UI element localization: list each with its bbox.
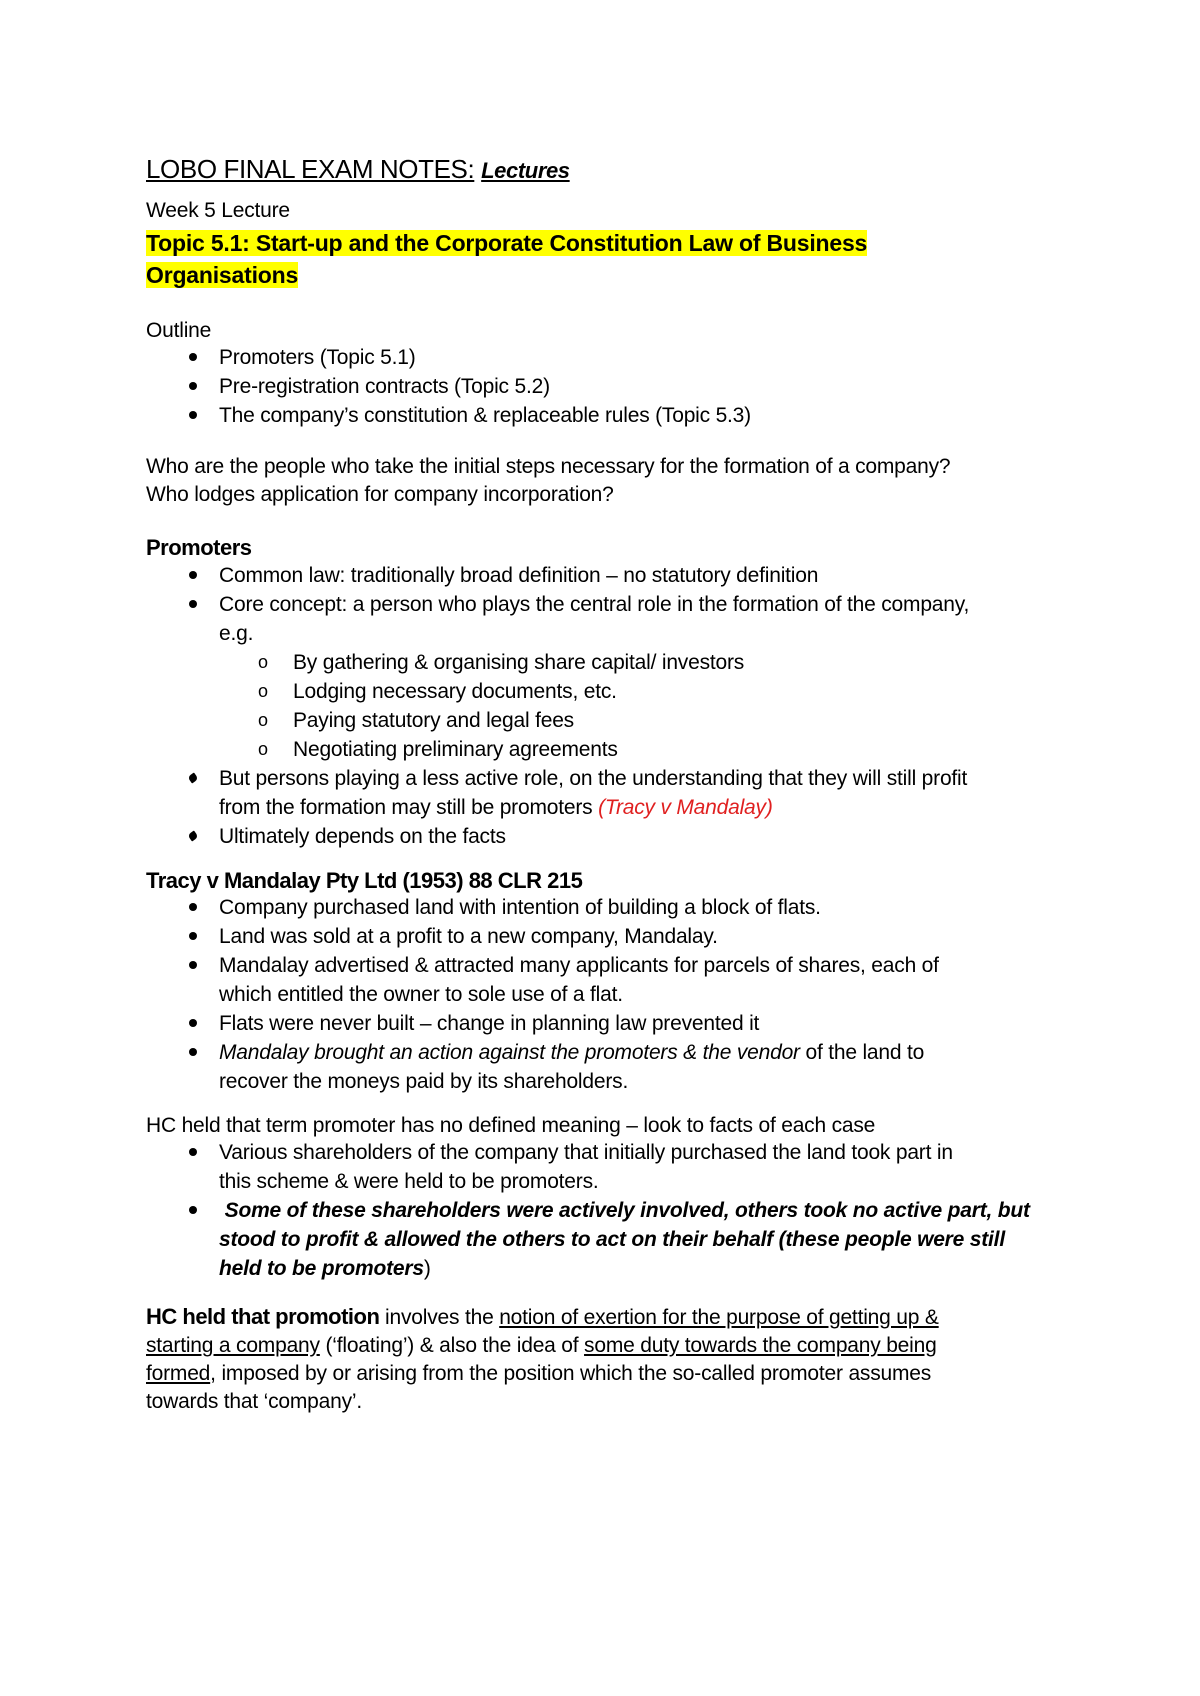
list-item: this scheme & were held to be promoters.: [219, 1170, 599, 1193]
bullet-icon: [189, 1206, 197, 1214]
bullet-icon: [189, 961, 197, 969]
promotion-line-2: starting a company (‘floating’) & also the idea of some duty towards the company being: [146, 1334, 937, 1357]
bullet-icon: [189, 1048, 197, 1056]
list-item: Land was sold at a profit to a new company, Mandalay.: [146, 922, 1076, 951]
list-item: Promoters (Topic 5.1): [146, 343, 1076, 372]
list-item: held to be promoters): [219, 1257, 431, 1280]
bullet-icon: [187, 772, 198, 783]
list-item: Core concept: a person who plays the central role in the formation of the company,: [146, 590, 1076, 619]
sub-list-item: o By gathering & organising share capital/ investors: [146, 648, 1076, 677]
bullet-icon: [189, 903, 197, 911]
topic-heading-line2: Organisations: [146, 262, 299, 288]
outline-label: Outline: [146, 319, 212, 342]
title-sub: Lectures: [481, 158, 570, 183]
list-item: which entitled the owner to sole use of a flat.: [219, 983, 623, 1006]
sub-list-item: o Lodging necessary documents, etc.: [146, 677, 1076, 706]
bullet-icon: [189, 932, 197, 940]
question-1: Who are the people who take the initial steps necessary for the formation of a company?: [146, 455, 951, 478]
bullet-icon: [187, 830, 198, 841]
promotion-line-1: HC held that promotion involves the notion of exertion for the purpose of getting up &: [146, 1304, 939, 1329]
question-2: Who lodges application for company incorporation?: [146, 483, 614, 506]
week-label: Week 5 Lecture: [146, 199, 290, 222]
bullet-icon: [189, 1148, 197, 1156]
case-reference: (Tracy v Mandalay): [598, 796, 773, 819]
circle-bullet-icon: o: [258, 710, 268, 730]
promotion-line-3: formed, imposed by or arising from the position which the so-called promoter assumes: [146, 1362, 932, 1385]
list-item: Mandalay advertised & attracted many applicants for parcels of shares, each of: [146, 951, 1076, 980]
list-item: But persons playing a less active role, on the understanding that they will still profit: [146, 764, 1076, 793]
bullet-icon: [189, 382, 197, 390]
list-item: stood to profit & allowed the others to act on their behalf (these people were still: [219, 1228, 1005, 1251]
bullet-icon: [189, 600, 197, 608]
outline-list: [146, 343, 1076, 430]
sub-list-item: o Negotiating preliminary agreements: [146, 735, 1076, 764]
document-title: [146, 152, 570, 188]
list-item: Mandalay brought an action against the promoters & the vendor of the land to: [146, 1038, 1076, 1067]
hc-held-line: HC held that term promoter has no defined meaning – look to facts of each case: [146, 1114, 876, 1137]
list-item: Common law: traditionally broad definition – no statutory definition: [146, 561, 1076, 590]
circle-bullet-icon: o: [258, 652, 268, 672]
list-item: The company’s constitution & replaceable rules (Topic 5.3): [146, 401, 1076, 430]
title-main: LOBO FINAL EXAM NOTES:: [146, 154, 475, 184]
bullet-icon: [189, 1019, 197, 1027]
bullet-icon: [189, 353, 197, 361]
sub-list-item: o Paying statutory and legal fees: [146, 706, 1076, 735]
list-item: Flats were never built – change in planning law prevented it: [146, 1009, 1076, 1038]
case-list: [146, 893, 1076, 1096]
circle-bullet-icon: o: [258, 739, 268, 759]
list-item: recover the moneys paid by its shareholders.: [219, 1070, 629, 1093]
list-item: Company purchased land with intention of building a block of flats.: [146, 893, 1076, 922]
list-item: Pre-registration contracts (Topic 5.2): [146, 372, 1076, 401]
promoters-list: [146, 561, 1076, 851]
topic-heading-line1: Topic 5.1: Start-up and the Corporate Constitution Law of Business: [146, 230, 868, 256]
list-item: Various shareholders of the company that initially purchased the land took part in: [146, 1138, 1076, 1167]
promotion-line-4: towards that ‘company’.: [146, 1390, 363, 1413]
case-heading: Tracy v Mandalay Pty Ltd (1953) 88 CLR 215: [146, 868, 583, 893]
list-item: e.g.: [219, 622, 254, 645]
bullet-icon: [189, 571, 197, 579]
bullet-icon: [189, 411, 197, 419]
hc-list: [146, 1138, 1076, 1283]
list-item: Ultimately depends on the facts: [146, 822, 1076, 851]
list-item: Some of these shareholders were actively involved, others took no active part, but: [146, 1196, 1076, 1225]
circle-bullet-icon: o: [258, 681, 268, 701]
promoters-heading: Promoters: [146, 535, 252, 560]
list-item: from the formation may still be promoters (Tracy v Mandalay): [219, 796, 773, 819]
